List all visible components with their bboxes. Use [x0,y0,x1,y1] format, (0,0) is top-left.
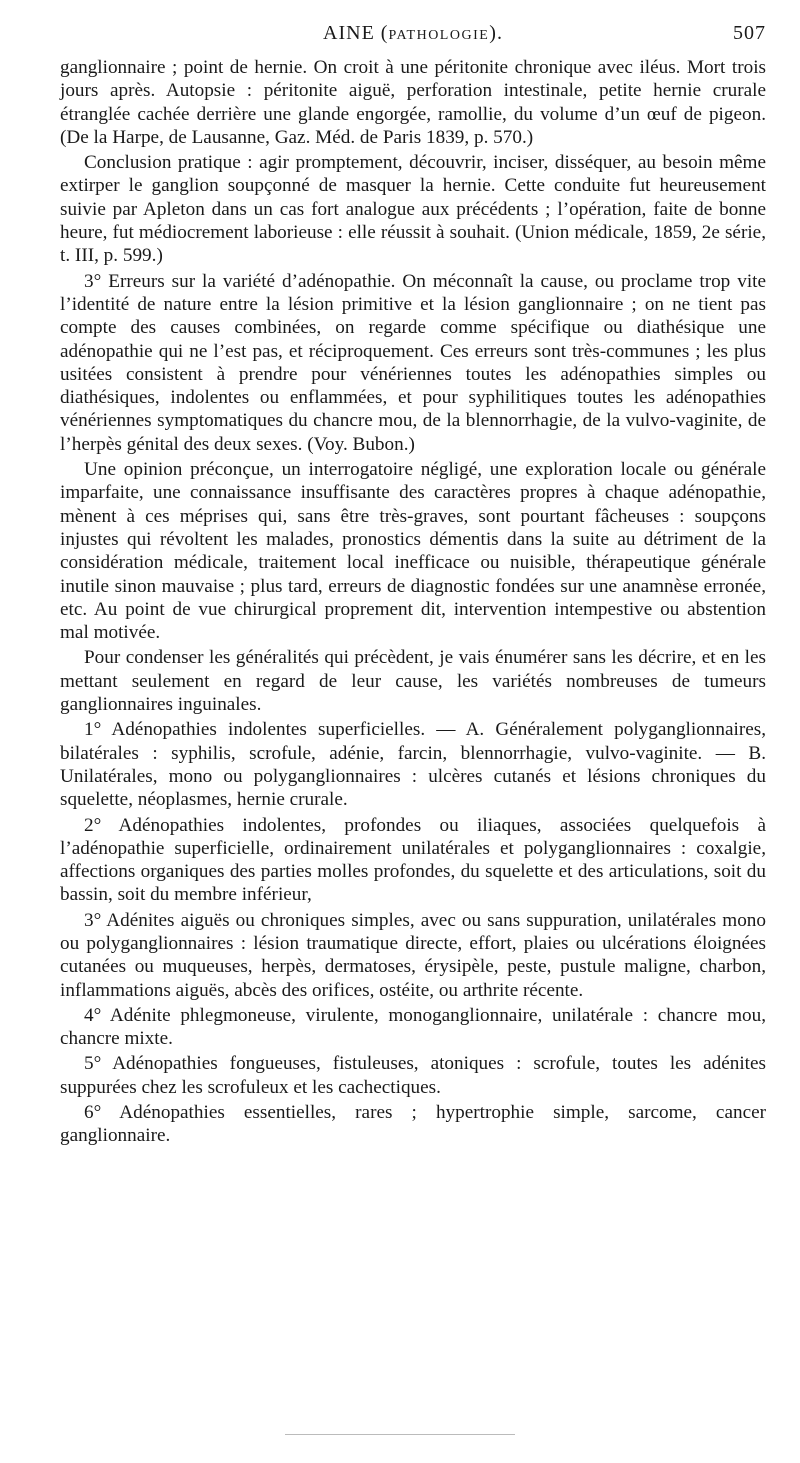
paragraph-summary-intro: Pour condenser les généralités qui précèdent, je vais énumérer sans les décrire, et en les mettant seulement en regard de leur cause, les variétés nombreuses de tumeurs ganglionnaires inguinales. [60,647,766,716]
footer-rule [285,1434,515,1435]
list-item-6: 6° Adénopathies essentielles, rares ; hypertrophie simple, sarcome, cancer ganglionnaire. [60,1102,766,1147]
paragraph-errors-variety: 3° Erreurs sur la variété d’adénopathie. On méconnaît la cause, ou proclame trop vite l’identité de nature entre la lésion primitive et la lésion ganglionnaire ; on ne tient pas compte des causes combinées, on regarde comme spécifique ou diathésique une adénopathie qui ne l’est pas, et réciproquement. Ces erreurs sont très-communes ; les plus usitées consistent à prendre pour vénériennes toutes les adénopathies simples ou diathésiques, indolentes ou enflammées, et pour syphilitiques toutes les adénopathies vénériennes symptomatiques du chancre mou, de la blennorrhagie, de la vulvo-vaginite, de l’herpès génital des deux sexes. (Voy. Bubon.) [60,270,766,455]
title-small-caps: PATHOLOGIE [388,28,490,43]
list-item-2: 2° Adénopathies indolentes, profondes ou iliaques, associées quelquefois à l’adénopathie superficielle, ordinairement unilatérales et polyganglionnaires : coxalgie, affections organiques des parties molles profondes, du squelette et des articulations, soit du bassin, soit du membre inférieur, [60,814,766,906]
paragraph-preconceived-opinion: Une opinion préconçue, un interrogatoire négligé, une exploration locale ou générale imparfaite, une connaissance insuffisante des caractères propres à chaque adénopathie, mènent à ces méprises qui, sans être très-graves, sont pourtant fâcheuses : soupçons injustes qui révoltent les malades, pronostics démentis dans la suite au détriment de la considération médicale, traitement local inefficace ou nuisible, thérapeutique générale inutile sinon mauvaise ; plus tard, erreurs de diagnostic fondées sur une anamnèse erronée, etc. Au point de vue chirurgical proprement dit, intervention intempestive ou abstention mal motivée. [60,459,766,644]
list-item-5: 5° Adénopathies fongueuses, fistuleuses, atoniques : scrofule, toutes les adénites suppurées chez les scrofuleux et les cachectiques. [60,1053,766,1098]
paragraph-autopsy-case: ganglionnaire ; point de hernie. On croit à une péritonite chronique avec iléus. Mort trois jours après. Autopsie : péritonite aiguë, perforation intestinale, petite hernie crurale étranglée cachée derrière une glande engorgée, ramollie, du volume d’un œuf de pigeon. (De la Harpe, de Lausanne, Gaz. Méd. de Paris 1839, p. 570.) [60,57,766,148]
page-number: 507 [733,22,766,44]
title-main: AINE ( [323,22,389,44]
list-item-4: 4° Adénite phlegmoneuse, virulente, monoganglionnaire, unilatérale : chancre mou, chancre mixte. [60,1004,766,1050]
running-header [60,22,766,48]
title-end: ). [489,22,503,44]
list-item-1: 1° Adénopathies indolentes superficielles. — A. Généralement polyganglionnaires, bilatérales : syphilis, scrofule, adénie, farcin, blennorrhagie, vulvo-vaginite. — B. Unilatérales, mono ou polyganglionnaires : ulcères cutanés et lésions chroniques du squelette, néoplasmes, hernie crurale. [60,719,766,811]
page [60,22,766,1150]
list-item-3: 3° Adénites aiguës ou chroniques simples, avec ou sans suppuration, unilatérales mono ou polyganglionnaires : lésion traumatique directe, effort, plaies ou ulcérations éloignées cutanées ou muqueuses, herpès, dermatoses, érysipèle, peste, pustule maligne, charbon, inflammations aiguës, abcès des orifices, ostéite, ou arthrite récente. [60,909,766,1001]
paragraph-conclusion: Conclusion pratique : agir promptement, découvrir, inciser, disséquer, au besoin même extirper le ganglion soupçonné de masquer la hernie. Cette conduite fut heureusement suivie par Apleton dans un cas fort analogue aux précédents ; l’opération, faite de bonne heure, fut médiocrement laborieuse : elle réussit à souhait. (Union médicale, 1859, 2e série, t. III, p. 599.) [60,152,766,267]
running-title [60,22,766,45]
